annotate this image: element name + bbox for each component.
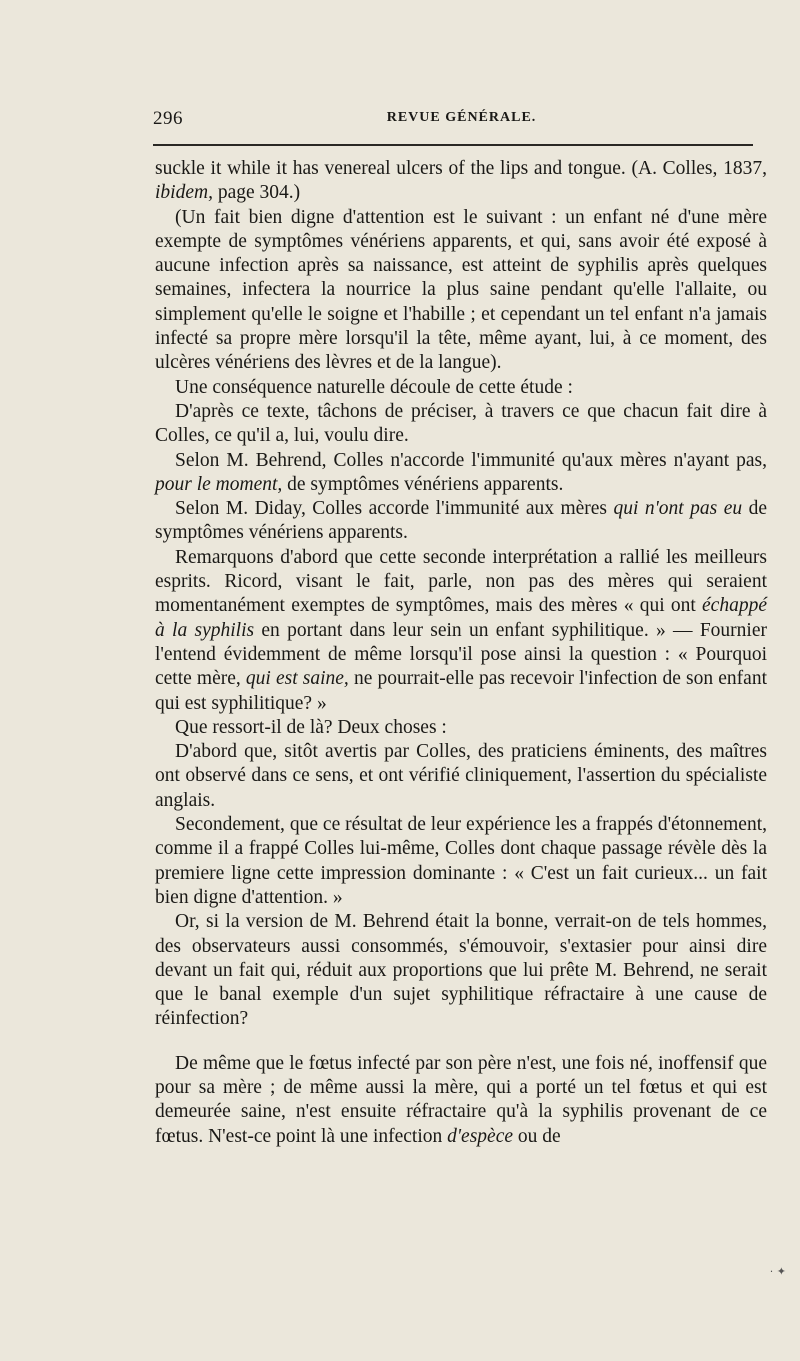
text-run: ou de <box>513 1125 561 1147</box>
text-run: Une conséquence naturelle découle de cette étude : <box>175 376 573 398</box>
italic-text: pour le moment, <box>155 473 283 495</box>
text-run: Selon M. Diday, Colles accorde l'immunité aux mères <box>175 498 614 520</box>
running-title: REVUE GÉNÉRALE. <box>386 110 537 125</box>
text-run: page 304.) <box>212 182 301 204</box>
paragraph-p12 <box>155 1052 767 1149</box>
page-header <box>153 108 750 130</box>
italic-text: qui n'ont pas eu <box>613 498 743 520</box>
paragraph-p3 <box>155 376 767 400</box>
text-run: D'abord que, sitôt avertis par Colles, des praticiens éminents, des maîtres ont observé dans ce sens, et ont vérifié cliniquement, l'assertion du spécialiste anglais. <box>155 741 767 811</box>
paragraph-p10 <box>155 813 767 910</box>
paragraph-p9 <box>155 740 767 813</box>
text-run: Remarquons d'abord que cette seconde interprétation a rallié les meilleurs esprits. Ricord, visant le fait, parle, non pas des mères qui seraient momentanément exemptes de symptômes, mais des mères « qui ont <box>155 546 767 617</box>
body-text <box>155 157 767 1149</box>
paragraph-p4 <box>155 400 767 449</box>
italic-text: ibidem, <box>155 182 213 204</box>
text-run: ne pourrait-elle pas recevoir l'infection de son enfant qui est syphilitique? » <box>155 668 767 714</box>
header-rule <box>153 144 753 146</box>
text-run: (Un fait bien digne d'attention est le suivant : un enfant né d'une mère exempte de symptômes vénériens apparents, et qui, sans avoir été exposé à aucune infection après sa naissance, est atteint de syphilis après quelques semaines, infectera la nourrice la plus saine pendant qu'elle l'allaite, ou simplement qu'elle le soigne et l'habille ; et cependant un tel enfant n'a jamais infecté sa propre mère lorsqu'il la tête, même ayant, lui, à ce moment, des ulcères vénériens des lèvres et de la langue). <box>155 206 767 374</box>
margin-mark: · ✦ <box>769 1265 786 1278</box>
paragraph-p7 <box>155 546 767 716</box>
text-run: de symptômes vénériens apparents. <box>155 498 768 544</box>
text-run: Que ressort-il de là? Deux choses : <box>175 716 447 738</box>
paragraph-p6 <box>155 497 767 546</box>
italic-text: échappé à la syphilis <box>155 595 767 641</box>
text-run: suckle it while it has venereal ulcers of the lips and tongue. (A. Colles, 1837, <box>155 158 767 179</box>
paragraph-p8 <box>155 716 767 740</box>
italic-text: qui est saine, <box>245 668 349 690</box>
text-run: Secondement, que ce résultat de leur expérience les a frappés d'étonnement, comme il a frappé Colles lui-même, Colles dont chaque passage révèle dès la premiere ligne cette impression dominante : « C'est un fait curieux... un fait bien digne d'attention. » <box>155 814 767 908</box>
paragraph-p1 <box>155 157 767 206</box>
text-run: en portant dans leur sein un enfant syphilitique. » — Fournier l'entend évidemment de même lorsqu'il pose ainsi la question : « Pourquoi cette mère, <box>155 619 767 690</box>
text-run: de symptômes vénériens apparents. <box>282 473 564 495</box>
text-run: D'après ce texte, tâchons de préciser, à travers ce que chacun fait dire à Colles, ce qu'il a, lui, voulu dire. <box>155 400 767 447</box>
text-run: Selon M. Behrend, Colles n'accorde l'immunité qu'aux mères n'ayant pas, <box>175 449 767 471</box>
paragraph-p11 <box>155 910 767 1031</box>
page-number: 296 <box>153 108 183 129</box>
italic-text: d'espèce <box>447 1125 514 1147</box>
paragraph-p5 <box>155 449 767 498</box>
paragraph-p2 <box>155 206 767 376</box>
text-run: De même que le fœtus infecté par son père n'est, une fois né, inoffensif que pour sa mère ; de même aussi la mère, qui a porté un tel fœtus et qui est demeurée saine, n'est ensuite réfractaire qu'à la syphilis provenant de ce fœtus. N'est-ce point là une infection <box>155 1052 767 1147</box>
text-run: Or, si la version de M. Behrend était la bonne, verrait-on de tels hommes, des observateurs aussi consommés, s'émouvoir, s'extasier pour ainsi dire devant un fait qui, réduit aux proportions que lui prête M. Behrend, ne serait que le banal exemple d'un sujet syphilitique réfractaire à une cause de réinfection? <box>155 911 767 1030</box>
